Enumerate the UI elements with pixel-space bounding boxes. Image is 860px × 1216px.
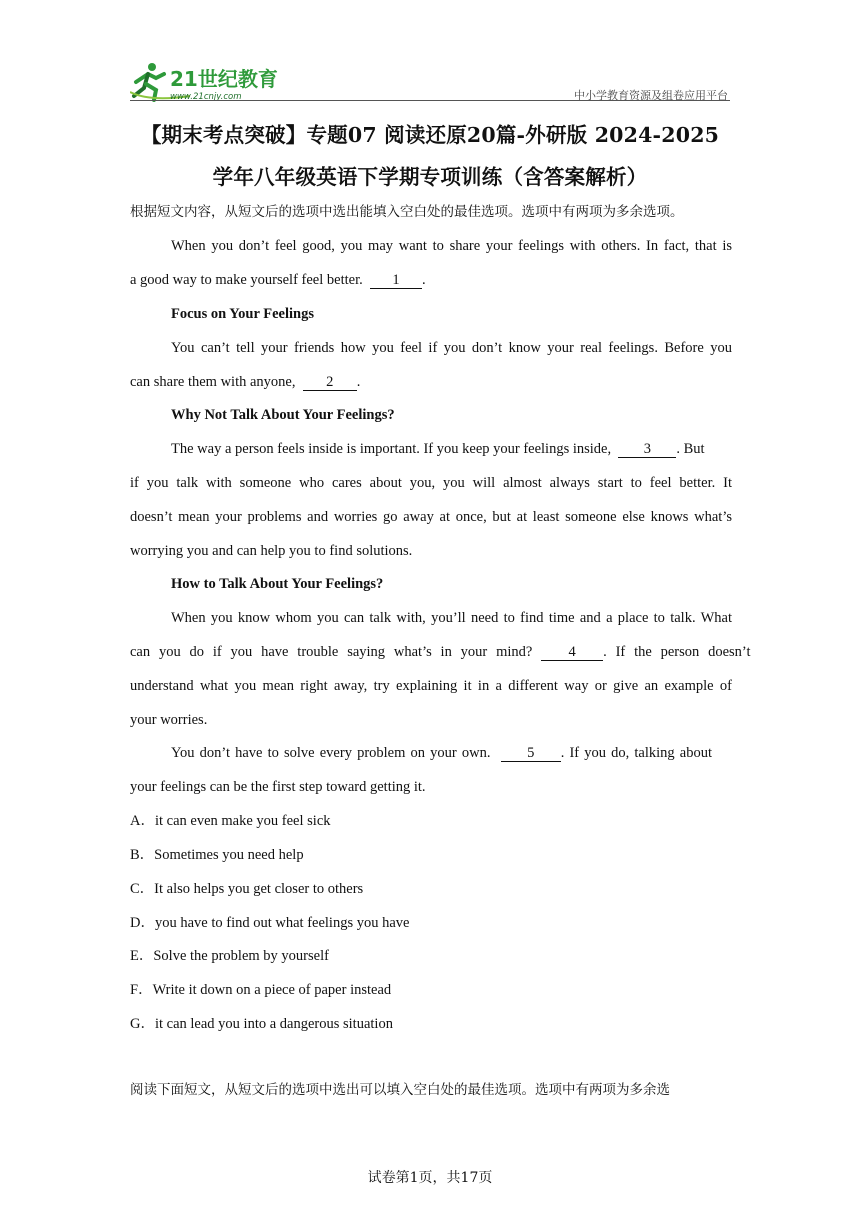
section-heading: Why Not Talk About Your Feelings? — [171, 407, 395, 423]
logo-url: www.21cnjy.com — [170, 92, 242, 102]
instructions: 根据短文内容，从短文后的选项中选出能填入空白处的最佳选项。选项中有两项为多余选项。 — [130, 204, 684, 220]
passage-line: your worries. — [130, 712, 208, 728]
option-item: C．It also helps you get closer to others — [130, 881, 364, 897]
passage-text: The way a person feels inside is important. If you keep your feelings inside, — [171, 441, 612, 457]
section-heading: Focus on Your Feelings — [171, 306, 314, 322]
page-header — [130, 62, 730, 104]
passage-line: if you talk with someone who cares about you, you will almost always start to feel better. It — [130, 475, 732, 491]
passage-line: You can’t tell your friends how you feel if you don’t know your real feelings. Before you — [171, 340, 732, 356]
passage-text: can share them with anyone, — [130, 374, 296, 390]
option-item: D．you have to find out what feelings you have — [130, 915, 410, 931]
section-heading: How to Talk About Your Feelings? — [171, 576, 384, 592]
logo-text: 21世纪教育 — [170, 67, 278, 91]
blank-5: 5 — [501, 746, 561, 762]
passage-line: When you don’t feel good, you may want to share your feelings with others. In fact, that is — [171, 238, 732, 254]
option-item: E．Solve the problem by yourself — [130, 948, 329, 964]
blank-4: 4 — [541, 645, 603, 661]
platform-name: 中小学教育资源及组卷应用平台 — [574, 89, 728, 102]
passage-text: can you do if you have trouble saying what’s in your mind? — [130, 644, 533, 660]
passage-line: your feelings can be the first step toward getting it. — [130, 779, 426, 795]
logo — [130, 62, 290, 102]
option-item: F．Write it down on a piece of paper instead — [130, 982, 392, 998]
passage-text: . But — [676, 441, 705, 457]
passage-text: . If the person doesn’t — [603, 644, 751, 660]
passage-text: . If you do, talking about — [560, 745, 712, 761]
passage-text: a good way to make yourself feel better. — [130, 272, 363, 288]
passage-line: understand what you mean right away, try explaining it in a different way or give an example of — [130, 678, 732, 694]
passage-line: worrying you and can help you to find solutions. — [130, 543, 413, 559]
page-title-line1: 【期末考点突破】专题07 阅读还原20篇-外研版 2024-2025 — [140, 123, 720, 147]
blank-1: 1 — [370, 273, 422, 289]
passage-line: When you know whom you can talk with, you’ll need to find time and a place to talk. What — [171, 610, 732, 626]
option-item: G．it can lead you into a dangerous situation — [130, 1016, 393, 1032]
passage-line — [130, 643, 751, 661]
passage-text: You don’t have to solve every problem on your own. — [171, 745, 491, 761]
passage-line: doesn’t mean your problems and worries go away at once, but at least someone else knows what’s — [130, 509, 732, 525]
page-title-line2: 学年八年级英语下学期专项训练（含答案解析） — [212, 165, 648, 189]
passage-line: can share them with anyone, 2 . — [130, 374, 361, 390]
header-rule — [130, 100, 730, 101]
blank-2: 2 — [303, 375, 357, 391]
runner-logo-icon — [130, 62, 290, 102]
blank-3: 3 — [618, 442, 676, 458]
page-footer: 试卷第1页，共17页 — [367, 1170, 493, 1186]
passage-line — [171, 744, 732, 762]
next-instructions: 阅读下面短文，从短文后的选项中选出可以填入空白处的最佳选项。选项中有两项为多余选 — [130, 1082, 670, 1098]
option-item: B．Sometimes you need help — [130, 847, 304, 863]
passage-line — [171, 440, 732, 458]
option-item: A．it can even make you feel sick — [130, 813, 331, 829]
passage-line: a good way to make yourself feel better. 1 . — [130, 272, 426, 288]
